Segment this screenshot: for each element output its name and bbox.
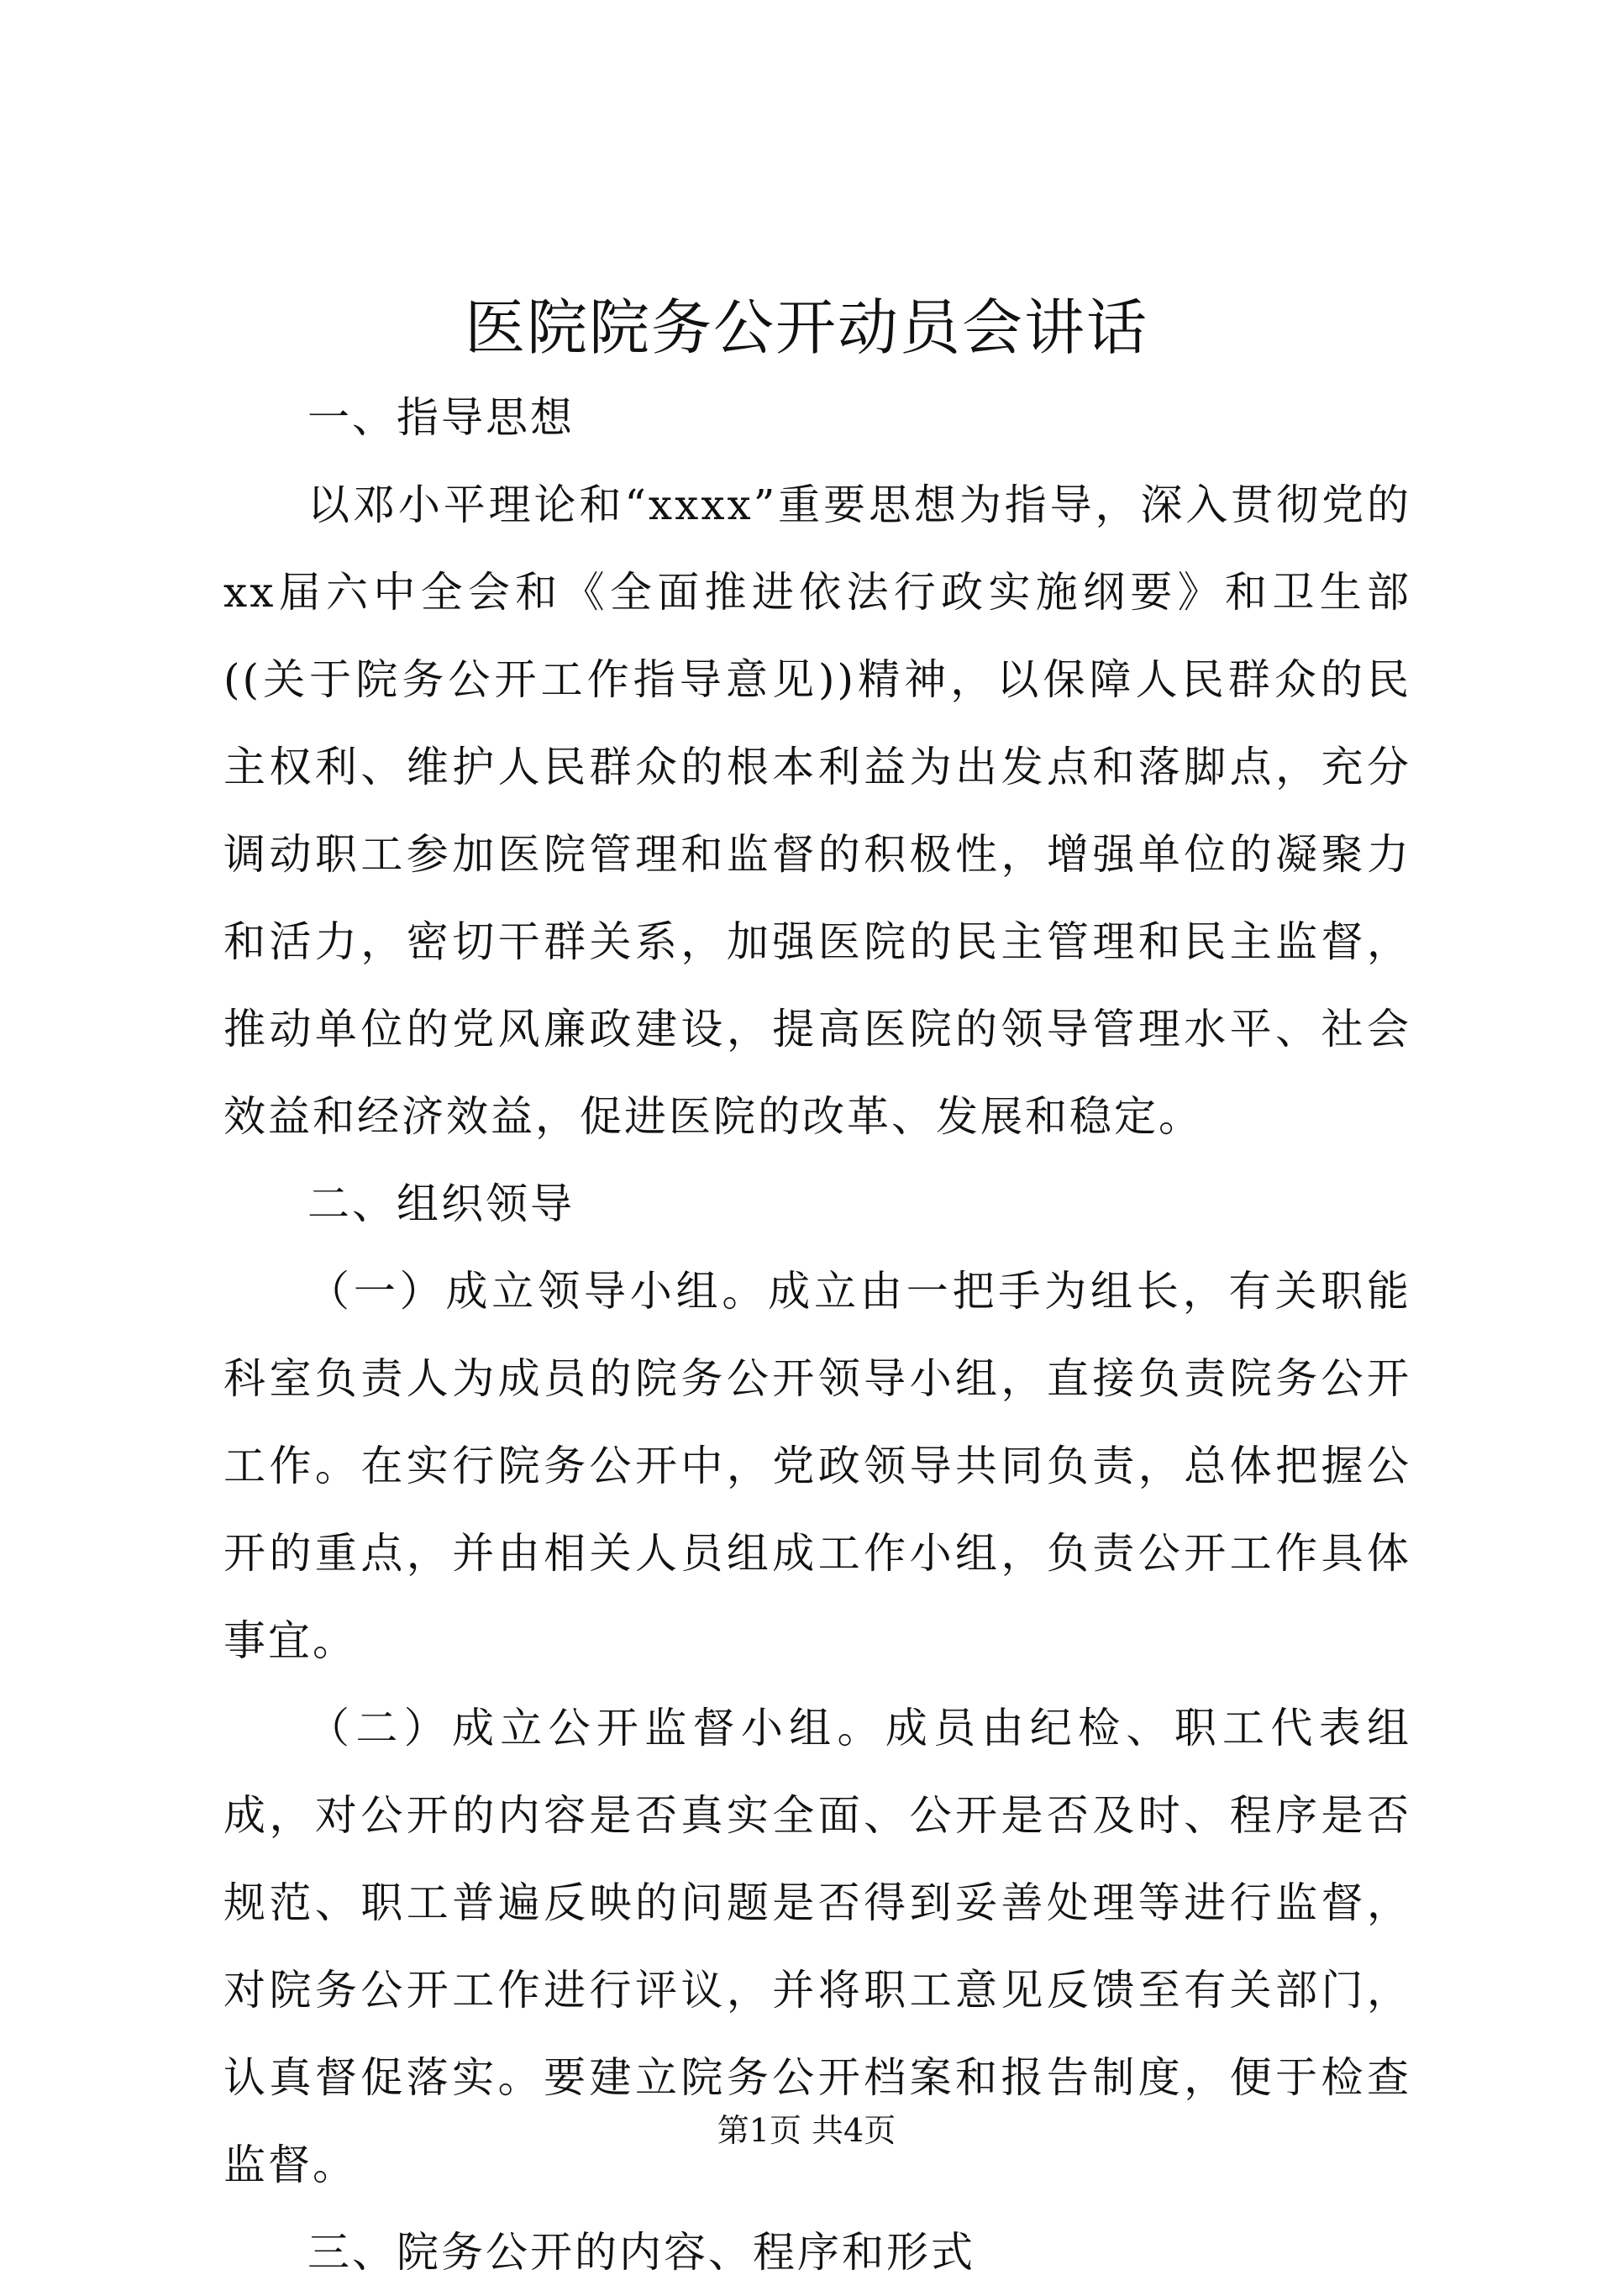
section-heading-organization: 二、组织领导 [307,1180,575,1228]
section-heading-content-procedure: 三、院务公开的内容、程序和形式 [307,2228,975,2277]
page-number-footer: 第1页 共4页 [717,2112,896,2149]
document-body [223,374,1411,2296]
paragraph-supervision-group: （二）成立公开监督小组。成员由纪检、职工代表组成，对公开的内容是否真实全面、公开是否及时、程序是否规范、职工普遍反映的问题是否得到妥善处理等进行监督，对院务公开工作进行评议，并将职工意见反馈至有关部门，认真督促落实。要建立院务公开档案和报告制度，便于检查监督。 [223,1704,1411,2189]
paragraph-guiding-thought: 以邓小平理论和“xxxx”重要思想为指导，深入贯彻党的xx届六中全会和《全面推进依法行政实施纲要》和卫生部((关于院务公开工作指导意见))精神，以保障人民群众的民主权利、维护人民群众的根本利益为出发点和落脚点，充分调动职工参加医院管理和监督的积极性，增强单位的凝聚力和活力，密切干群关系，加强医院的民主管理和民主监督，推动单位的党风廉政建设，提高医院的领导管理水平、社会效益和经济效益，促进医院的改革、发展和稳定。 [223,481,1411,1141]
document-title: 医院院务公开动员会讲话 [464,292,1148,363]
section-heading-guiding-thought: 一、指导思想 [307,393,575,442]
paragraph-leadership-group: （一）成立领导小组。成立由一把手为组长，有关职能科室负责人为成员的院务公开领导小组，直接负责院务公开工作。在实行院务公开中，党政领导共同负责，总体把握公开的重点，并由相关人员组成工作小组，负责公开工作具体事宜。 [223,1267,1411,1665]
